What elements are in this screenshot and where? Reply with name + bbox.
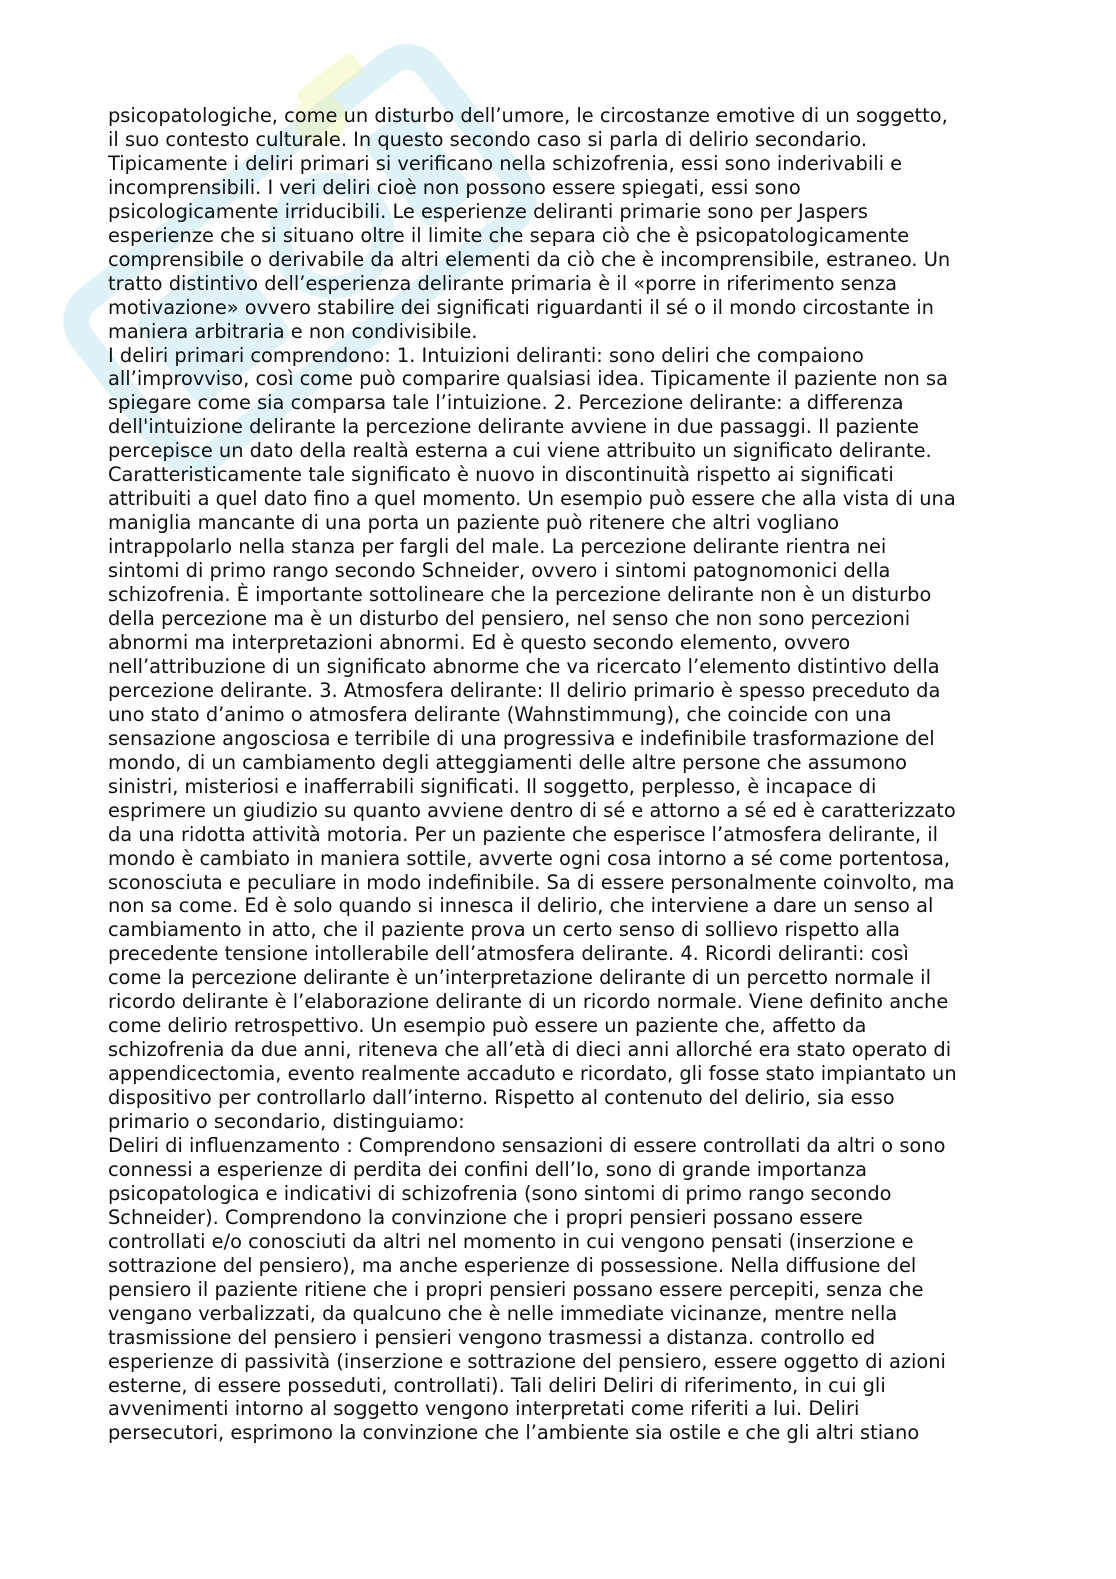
text-line: comprensibile o derivabile da altri elementi da ciò che è incomprensibile, estraneo. Un [108, 247, 951, 271]
text-line: esprimere un giudizio su quanto avviene dentro di sé e attorno a sé ed è caratterizzato [108, 798, 956, 822]
text-line: precedente tensione intollerabile dell’atmosfera delirante. 4. Ricordi deliranti: così [108, 942, 909, 966]
text-line: come delirio retrospettivo. Un esempio può essere un paziente che, affetto da [108, 1014, 867, 1038]
text-line: all’improvviso, così come può comparire qualsiasi idea. Tipicamente il paziente non sa [108, 367, 948, 391]
text-line: da una ridotta attività motoria. Per un paziente che esperisce l’atmosfera delirante, il [108, 822, 939, 846]
text-line: dispositivo per controllarlo dall’interno. Rispetto al contenuto del delirio, sia esso [108, 1086, 895, 1110]
text-line: sinistri, misteriosi e inafferrabili significati. Il soggetto, perplesso, è incapace di [108, 774, 877, 798]
text-line: I deliri primari comprendono: 1. Intuizioni deliranti: sono deliri che compaiono [108, 343, 864, 367]
text-line: abnormi ma interpretazioni abnormi. Ed è questo secondo elemento, ovvero [108, 630, 851, 654]
text-line: controllati e/o conosciuti da altri nel momento in cui vengono pensati (inserzione e [108, 1229, 914, 1253]
text-line: spiegare come sia comparsa tale l’intuizione. 2. Percezione delirante: a differenza [108, 391, 904, 415]
text-line: pensiero il paziente ritiene che i propri pensieri possano essere percepiti, senza che [108, 1277, 924, 1301]
text-line: esterne, di essere posseduti, controllati). Tali deliri Deliri di riferimento, in cui gli [108, 1373, 886, 1397]
text-line: Deliri di influenzamento : Comprendono sensazioni di essere controllati da altri o sono [108, 1133, 946, 1157]
text-line: maniera arbitraria e non condivisibile. [108, 319, 478, 343]
text-line: schizofrenia. È importante sottolineare che la percezione delirante non è un disturbo [108, 583, 932, 607]
text-line: incomprensibili. I veri deliri cioè non possono essere spiegati, essi sono [108, 175, 801, 199]
text-line: percezione delirante. 3. Atmosfera delirante: Il delirio primario è spesso preceduto da [108, 678, 941, 702]
text-line: il suo contesto culturale. In questo secondo caso si parla di delirio secondario. [108, 127, 868, 151]
text-line: motivazione» ovvero stabilire dei significati riguardanti il sé o il mondo circostante in [108, 295, 934, 319]
text-line: connessi a esperienze di perdita dei confini dell’Io, sono di grande importanza [108, 1157, 868, 1181]
text-line: tratto distintivo dell’esperienza delirante primaria è il «porre in riferimento senza [108, 271, 897, 295]
text-line: sottrazione del pensiero), ma anche esperienze di possessione. Nella diffusione del [108, 1253, 917, 1277]
text-line: mondo, di un cambiamento degli atteggiamenti delle altre persone che assumono [108, 750, 908, 774]
text-line: Tipicamente i deliri primari si verificano nella schizofrenia, essi sono inderivabili e [108, 151, 903, 175]
text-line: vengano verbalizzati, da qualcuno che è nelle immediate vicinanze, mentre nella [108, 1301, 898, 1325]
text-line: intrappolarlo nella stanza per fargli del male. La percezione delirante rientra nei [108, 535, 887, 559]
text-line: psicologicamente irriducibili. Le esperienze deliranti primarie sono per Jaspers [108, 199, 868, 223]
text-line: dell'intuizione delirante la percezione delirante avviene in due passaggi. Il paziente [108, 415, 919, 439]
text-line: persecutori, esprimono la convinzione che l’ambiente sia ostile e che gli altri stiano [108, 1421, 920, 1445]
text-line: trasmissione del pensiero i pensieri vengono trasmessi a distanza. controllo ed [108, 1325, 876, 1349]
text-line: primario o secondario, distinguiamo: [108, 1110, 465, 1134]
text-line: mondo è cambiato in maniera sottile, avverte ogni cosa intorno a sé come portentosa, [108, 846, 951, 870]
text-line: esperienze che si situano oltre il limite che separa ciò che è psicopatologicamente [108, 223, 910, 247]
text-line: come la percezione delirante è un’interpretazione delirante di un percetto normale il [108, 966, 931, 990]
text-line: nell’attribuzione di un significato abnorme che va ricercato l’elemento distintivo della [108, 654, 940, 678]
text-line: esperienze di passività (inserzione e sottrazione del pensiero, essere oggetto di azioni [108, 1349, 946, 1373]
text-line: cambiamento in atto, che il paziente prova un certo senso di sollievo rispetto alla [108, 918, 901, 942]
text-line: sconosciuta e peculiare in modo indefinibile. Sa di essere personalmente coinvolto, ma [108, 870, 955, 894]
text-line: schizofrenia da due anni, riteneva che all’età di dieci anni allorché era stato operato di [108, 1038, 952, 1062]
text-line: sintomi di primo rango secondo Schneider, ovvero i sintomi patognomonici della [108, 559, 891, 583]
text-line: psicopatologiche, come un disturbo dell’umore, le circostanze emotive di un soggetto, [108, 104, 948, 127]
text-line: sensazione angosciosa e terribile di una progressiva e indefinibile trasformazione del [108, 726, 935, 750]
text-line: uno stato d’animo o atmosfera delirante (Wahnstimmung), che coincide con una [108, 702, 892, 726]
text-line: attribuiti a quel dato fino a quel momento. Un esempio può essere che alla vista di una [108, 487, 956, 511]
text-line: avvenimenti intorno al soggetto vengono interpretati come riferiti a lui. Deliri [108, 1397, 860, 1421]
text-line: percepisce un dato della realtà esterna a cui viene attribuito un significato delirante. [108, 439, 932, 463]
text-line: Schneider). Comprendono la convinzione che i propri pensieri possano essere [108, 1205, 863, 1229]
text-line: psicopatologica e indicativi di schizofrenia (sono sintomi di primo rango secondo [108, 1181, 892, 1205]
text-line: maniglia mancante di una porta un paziente può ritenere che altri vogliano [108, 511, 840, 535]
text-line: della percezione ma è un disturbo del pensiero, nel senso che non sono percezioni [108, 607, 911, 631]
text-line: non sa come. Ed è solo quando si innesca il delirio, che interviene a dare un senso al [108, 894, 934, 918]
text-line: Caratteristicamente tale significato è nuovo in discontinuità rispetto ai significati [108, 463, 894, 487]
text-line: ricordo delirante è l’elaborazione delirante di un ricordo normale. Viene definito anche [108, 990, 949, 1014]
text-line: appendicectomia, evento realmente accaduto e ricordato, gli fosse stato impiantato un [108, 1062, 957, 1086]
document-body [108, 104, 1013, 1445]
